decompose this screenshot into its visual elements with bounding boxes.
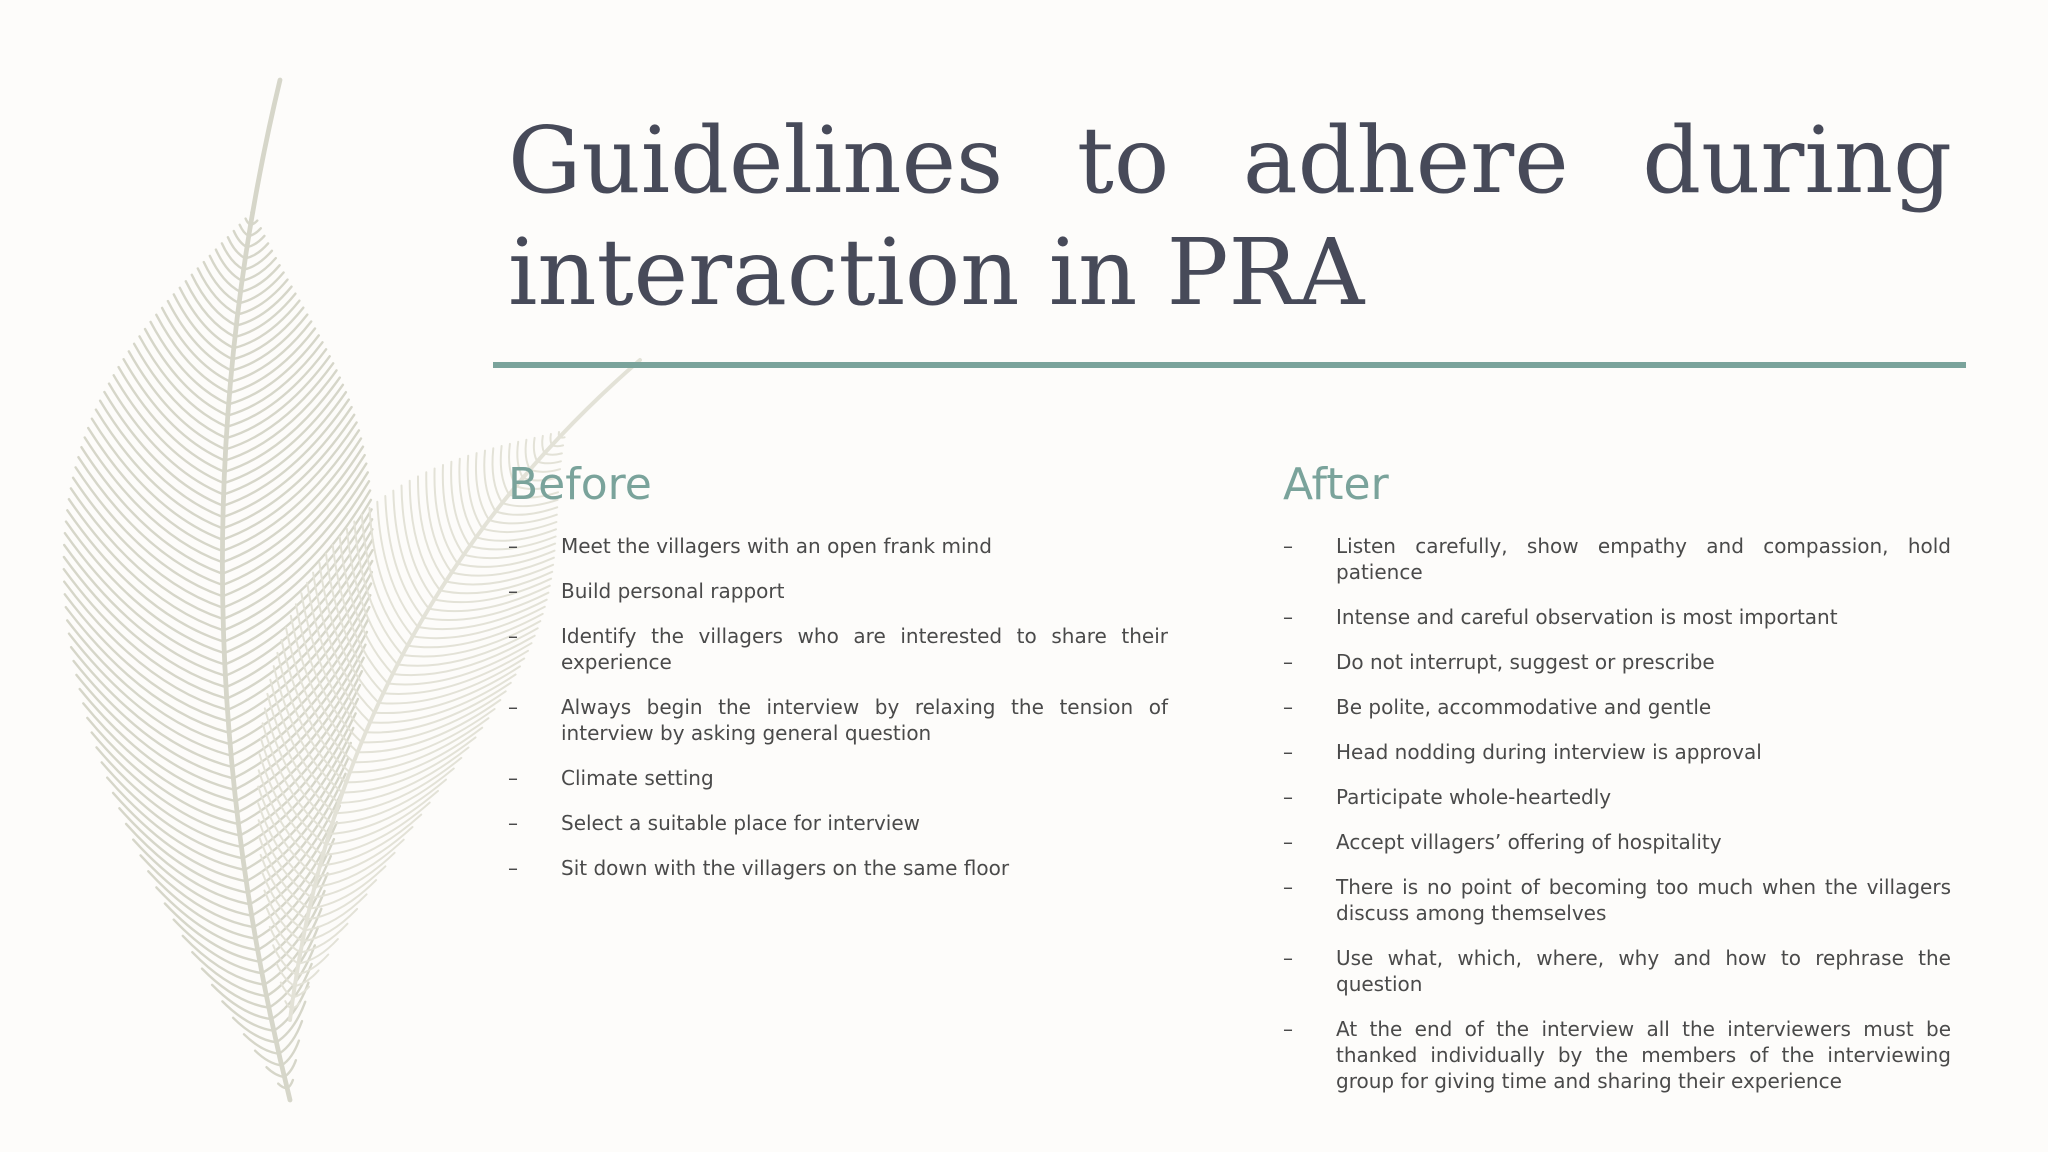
list-item-text: Listen carefully, show empathy and compassion, hold patience [1336, 534, 1951, 584]
before-column [508, 455, 1168, 900]
list-item [508, 694, 1168, 746]
list-item [1283, 694, 1951, 720]
list-item-text: Do not interrupt, suggest or prescribe [1336, 650, 1715, 674]
list-item [1283, 604, 1951, 630]
list-item [1283, 649, 1951, 675]
list-item [508, 765, 1168, 791]
list-item [508, 623, 1168, 675]
before-list [508, 533, 1168, 881]
list-item-text: Meet the villagers with an open frank mind [561, 534, 992, 558]
bullet-dash: – [1283, 695, 1293, 719]
list-item [508, 855, 1168, 881]
list-item [1283, 739, 1951, 765]
list-item-text: Accept villagers’ offering of hospitality [1336, 830, 1722, 854]
list-item [1283, 829, 1951, 855]
bullet-dash: – [508, 579, 518, 603]
bullet-dash: – [508, 811, 518, 835]
bullet-dash: – [1283, 946, 1293, 970]
after-column [1283, 455, 1951, 1113]
list-item-text: Use what, which, where, why and how to rephrase the question [1336, 946, 1951, 996]
list-item [1283, 1016, 1951, 1094]
list-item [1283, 945, 1951, 997]
list-item-text: Select a suitable place for interview [561, 811, 921, 835]
list-item [1283, 874, 1951, 926]
list-item-text: Climate setting [561, 766, 714, 790]
list-item-text: Identify the villagers who are interested to share their experience [561, 624, 1168, 674]
bullet-dash: – [1283, 785, 1293, 809]
before-heading: Before [508, 459, 652, 510]
list-item-text: Be polite, accommodative and gentle [1336, 695, 1712, 719]
list-item-text: At the end of the interview all the interviewers must be thanked individually by the members of the interviewing group for giving time and sharing their experience [1336, 1017, 1951, 1093]
bullet-dash: – [1283, 830, 1293, 854]
bullet-dash: – [508, 534, 518, 558]
page-title [508, 105, 1952, 329]
list-item-text: Build personal rapport [561, 579, 785, 603]
bullet-dash: – [1283, 1017, 1293, 1041]
list-item-text: Participate whole-heartedly [1336, 785, 1612, 809]
title-word: Guidelines [508, 107, 1004, 214]
title-word: adhere [1242, 107, 1569, 214]
bullet-dash: – [508, 766, 518, 790]
title-divider [493, 362, 1966, 368]
list-item [508, 810, 1168, 836]
bullet-dash: – [1283, 875, 1293, 899]
bullet-dash: – [508, 695, 518, 719]
bullet-dash: – [1283, 650, 1293, 674]
bullet-dash: – [508, 856, 518, 880]
list-item [508, 578, 1168, 604]
list-item-text: Head nodding during interview is approval [1336, 740, 1762, 764]
list-item-text: Sit down with the villagers on the same floor [561, 856, 1010, 880]
list-item-text: There is no point of becoming too much when the villagers discuss among themselves [1336, 875, 1951, 925]
bullet-dash: – [1283, 740, 1293, 764]
list-item [1283, 784, 1951, 810]
title-word: to [1076, 107, 1170, 214]
title-line-2: interaction in PRA [508, 219, 1365, 326]
list-item [1283, 533, 1951, 585]
list-item-text: Intense and careful observation is most important [1336, 605, 1838, 629]
after-list [1283, 533, 1951, 1094]
after-heading: After [1283, 459, 1389, 510]
bullet-dash: – [1283, 534, 1293, 558]
list-item [508, 533, 1168, 559]
bullet-dash: – [508, 624, 518, 648]
list-item-text: Always begin the interview by relaxing the tension of interview by asking general question [561, 695, 1168, 745]
bullet-dash: – [1283, 605, 1293, 629]
title-line-1 [508, 105, 1952, 217]
title-word: during [1642, 107, 1952, 214]
